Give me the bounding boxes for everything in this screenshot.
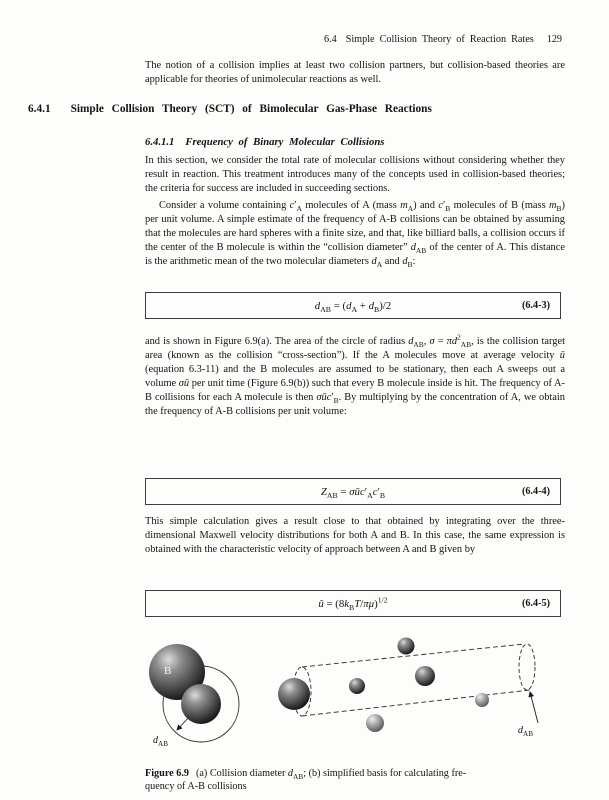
body-paragraph-2: Consider a volume containing $c'_A$ molecules of A (mass $m_A$) and $c'_B$ molecules of B (mass $m_B$) per unit volume. A simple estimate of the frequency of A-B collisions can be obtained by assuming that the molecules are hard spheres with a finite size, and that, like billiard balls, a collision occurs if the center of the B molecule is within the “collision diameter” $d_{AB}$ of the center of A. This distance is the arithmetic mean of the two molecular diameters $d_A$ and $d_B$: bbox=[145, 200, 565, 270]
subsection-heading bbox=[145, 136, 384, 148]
body-paragraph-3: and is shown in Figure 6.9(a). The area of the circle of radius $d_{AB}$, $\sigma = \pi d^2_{AB}$, is the collision target area (known as the collision “cross-section”). If the A molecules move at average velocity ū (equation 6.3-11) and the B molecules are assumed to be stationary, then each A sweeps out a volume σū per unit time (Figure 6.9(b)) such that every B molecule inside is hit. The frequency of A-B collisions for each A molecule is then $\sigma ūc'_B$. By multiplying by the concentration of A, we obtain the frequency of A-B collisions per unit volume: bbox=[145, 332, 566, 417]
figure-caption-line1: (a) Collision diameter $d_{AB}$; (b) simplified basis for calculating fre- bbox=[195, 768, 467, 782]
dab-pointer-arrow bbox=[530, 692, 538, 723]
dab-label-a: $d_{AB}$ bbox=[153, 735, 168, 748]
equation-box-6-4-3 bbox=[145, 292, 561, 319]
sphere-b-label: B bbox=[164, 665, 172, 677]
figure-caption bbox=[145, 767, 567, 794]
running-head-title: Simple Collision Theory of Reaction Rates bbox=[345, 34, 534, 45]
running-head-section-number: 6.4 bbox=[323, 34, 337, 45]
section-number: 6.4.1 bbox=[28, 103, 51, 115]
b-sphere-inside-1 bbox=[349, 678, 365, 694]
equation-number-6-4-3: (6.4-3) bbox=[521, 300, 550, 311]
equation-6-4-3: $d_{AB} = (d_A + d_B)/2$ bbox=[314, 299, 392, 314]
intro-paragraph: The notion of a collision implies at least two collision partners, but collision-based theories are applicable for theories of unimolecular reactions as well. bbox=[145, 60, 565, 85]
figure-6-9 bbox=[144, 634, 562, 766]
b-sphere-below-tube bbox=[366, 714, 384, 732]
subsection-title: Frequency of Binary Molecular Collisions bbox=[185, 136, 385, 148]
equation-6-4-4: $Z_{AB}$ = $\sigma ūc'_Ac'_B$ bbox=[320, 485, 386, 500]
body-paragraph-4: This simple calculation gives a result close to that obtained by integrating over the three-dimensional Maxwell velocity distributions for both A and B. In this case, the same expression is obtained with the characteristic velocity of approach between A and B given by bbox=[145, 516, 565, 555]
sphere-a bbox=[181, 684, 221, 724]
figure-caption-line2: quency of A-B collisions bbox=[145, 781, 247, 793]
equation-box-6-4-5 bbox=[145, 590, 561, 617]
equation-number-6-4-4: (6.4-4) bbox=[521, 486, 550, 497]
section-heading bbox=[28, 103, 432, 115]
body-paragraph-1: In this section, we consider the total rate of molecular collisions without considering whether they result in reaction. This treatment introduces many of the concepts used in collision-based theories; the criteria for success are included in succeeding sections. bbox=[145, 155, 565, 194]
b-sphere-near-tube bbox=[475, 693, 489, 707]
equation-box-6-4-4 bbox=[145, 478, 561, 505]
figure-6-9-illustration bbox=[144, 634, 562, 766]
equation-6-4-5: ū = $(8k_BT/\pi\mu)^{1/2}$ bbox=[318, 594, 388, 612]
figure-caption-label: Figure 6.9 bbox=[145, 768, 189, 779]
page-number: 129 bbox=[546, 34, 562, 45]
swept-cylinder bbox=[293, 644, 535, 716]
b-sphere-inside-2 bbox=[415, 666, 435, 686]
equation-number-6-4-5: (6.4-5) bbox=[521, 598, 550, 609]
dab-label-b: $d_{AB}$ bbox=[518, 725, 533, 738]
moving-a-sphere bbox=[278, 678, 310, 710]
b-sphere-above-tube bbox=[398, 638, 415, 655]
running-head bbox=[324, 34, 562, 45]
subsection-number: 6.4.1.1 bbox=[145, 136, 175, 148]
section-title: Simple Collision Theory (SCT) of Bimolecular Gas-Phase Reactions bbox=[70, 103, 432, 115]
